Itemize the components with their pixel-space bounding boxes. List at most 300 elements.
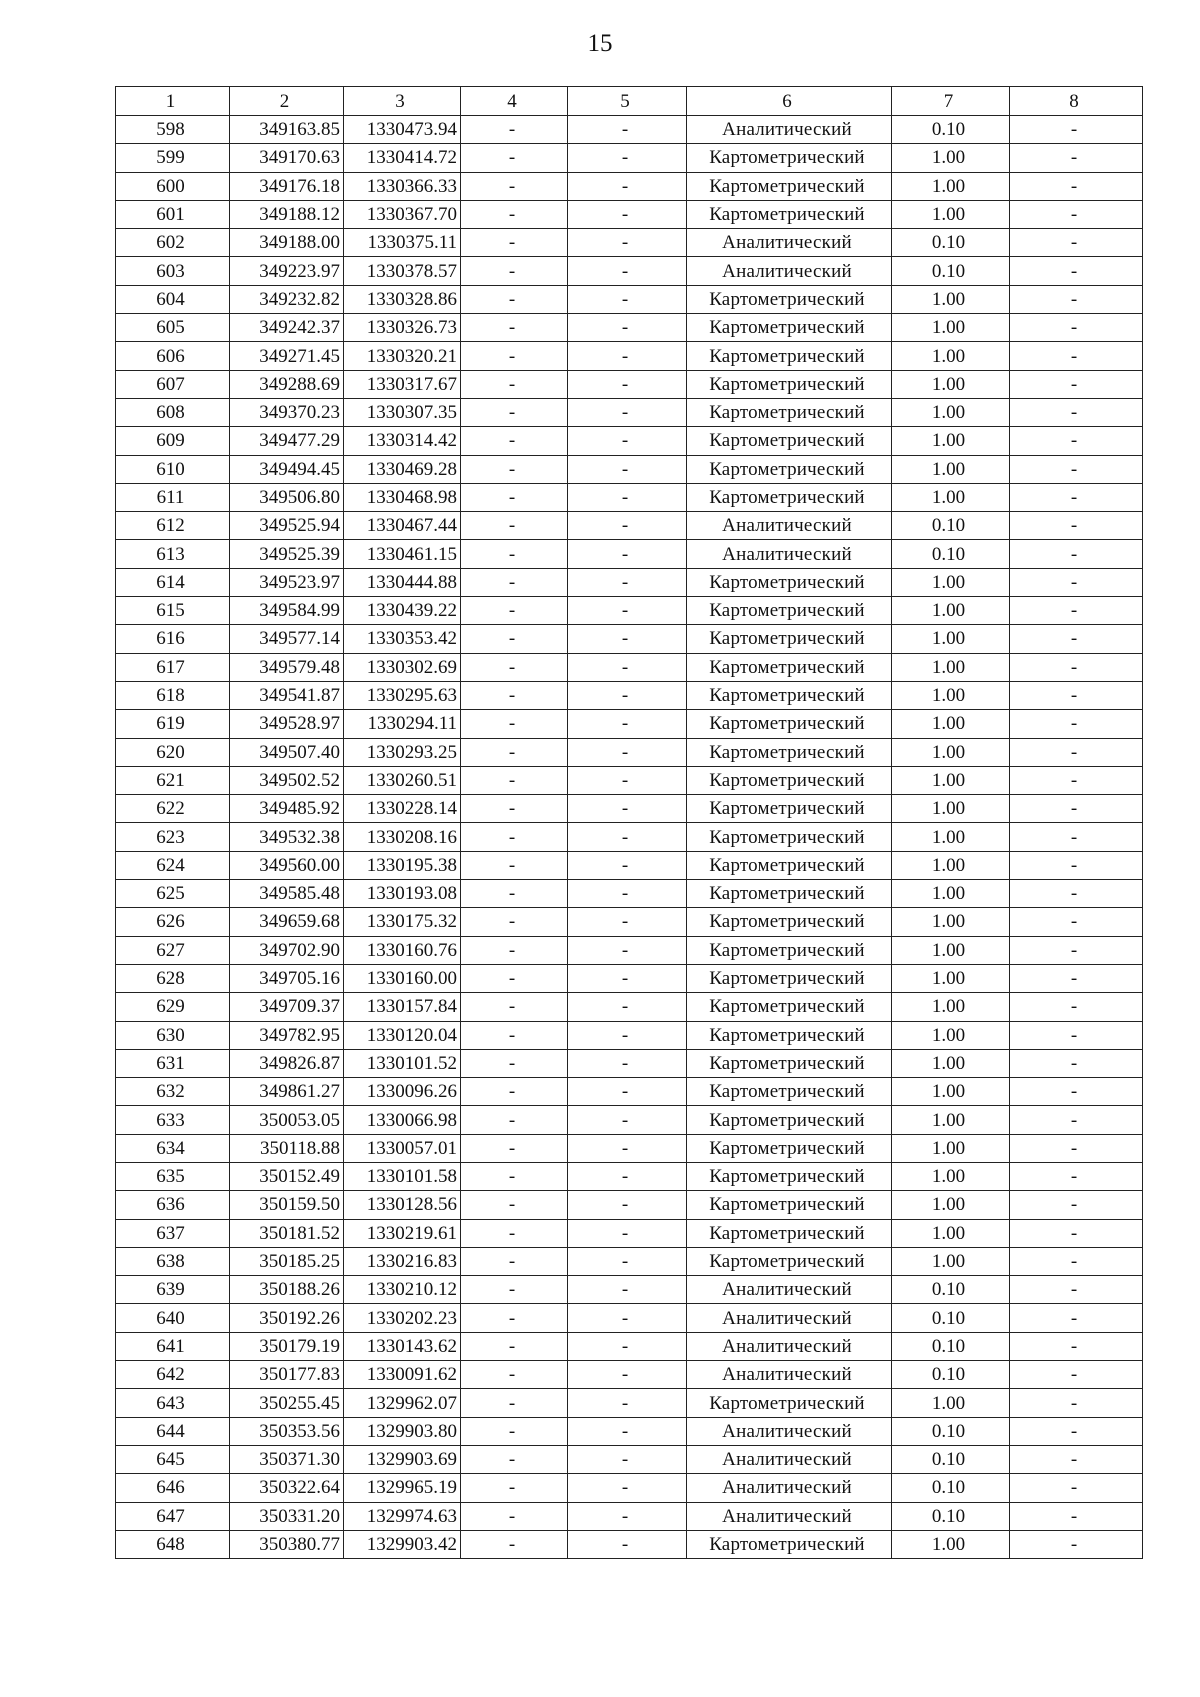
cell-point-number: 636 bbox=[116, 1191, 230, 1219]
cell-col4-value: - bbox=[461, 1134, 568, 1162]
cell-point-number: 605 bbox=[116, 314, 230, 342]
cell-col4-value: - bbox=[461, 823, 568, 851]
cell-method: Картометрический bbox=[687, 1530, 892, 1558]
cell-col4-value: - bbox=[461, 993, 568, 1021]
cell-point-number: 633 bbox=[116, 1106, 230, 1134]
cell-col4-value: - bbox=[461, 597, 568, 625]
cell-x-coordinate: 350159.50 bbox=[230, 1191, 344, 1219]
cell-col8-value: - bbox=[1010, 653, 1143, 681]
cell-col4-value: - bbox=[461, 851, 568, 879]
cell-col4-value: - bbox=[461, 200, 568, 228]
cell-y-coordinate: 1330293.25 bbox=[344, 738, 461, 766]
cell-accuracy: 1.00 bbox=[892, 653, 1010, 681]
cell-col8-value: - bbox=[1010, 342, 1143, 370]
cell-col4-value: - bbox=[461, 1162, 568, 1190]
cell-x-coordinate: 349705.16 bbox=[230, 964, 344, 992]
cell-x-coordinate: 349782.95 bbox=[230, 1021, 344, 1049]
cell-col4-value: - bbox=[461, 880, 568, 908]
cell-accuracy: 1.00 bbox=[892, 908, 1010, 936]
cell-col8-value: - bbox=[1010, 540, 1143, 568]
cell-accuracy: 1.00 bbox=[892, 625, 1010, 653]
table-row bbox=[116, 1417, 1143, 1445]
cell-col8-value: - bbox=[1010, 1219, 1143, 1247]
cell-y-coordinate: 1330295.63 bbox=[344, 681, 461, 709]
cell-col8-value: - bbox=[1010, 568, 1143, 596]
table-row bbox=[116, 1530, 1143, 1558]
cell-col4-value: - bbox=[461, 1417, 568, 1445]
cell-col8-value: - bbox=[1010, 795, 1143, 823]
cell-y-coordinate: 1330375.11 bbox=[344, 229, 461, 257]
cell-col8-value: - bbox=[1010, 455, 1143, 483]
cell-x-coordinate: 349188.12 bbox=[230, 200, 344, 228]
cell-accuracy: 1.00 bbox=[892, 568, 1010, 596]
table-row bbox=[116, 964, 1143, 992]
cell-y-coordinate: 1330294.11 bbox=[344, 710, 461, 738]
cell-point-number: 645 bbox=[116, 1445, 230, 1473]
cell-accuracy: 1.00 bbox=[892, 1162, 1010, 1190]
cell-point-number: 612 bbox=[116, 512, 230, 540]
cell-x-coordinate: 349525.39 bbox=[230, 540, 344, 568]
cell-y-coordinate: 1330461.15 bbox=[344, 540, 461, 568]
cell-method: Картометрический bbox=[687, 427, 892, 455]
cell-accuracy: 1.00 bbox=[892, 200, 1010, 228]
cell-point-number: 613 bbox=[116, 540, 230, 568]
cell-col5-value: - bbox=[568, 1474, 687, 1502]
cell-col8-value: - bbox=[1010, 314, 1143, 342]
cell-x-coordinate: 350192.26 bbox=[230, 1304, 344, 1332]
cell-x-coordinate: 349709.37 bbox=[230, 993, 344, 1021]
table-row bbox=[116, 823, 1143, 851]
cell-accuracy: 0.10 bbox=[892, 1361, 1010, 1389]
table-row bbox=[116, 314, 1143, 342]
table-body bbox=[116, 116, 1143, 1559]
cell-col5-value: - bbox=[568, 427, 687, 455]
table-row bbox=[116, 766, 1143, 794]
cell-point-number: 598 bbox=[116, 116, 230, 144]
cell-y-coordinate: 1330307.35 bbox=[344, 398, 461, 426]
cell-y-coordinate: 1330366.33 bbox=[344, 172, 461, 200]
cell-x-coordinate: 350179.19 bbox=[230, 1332, 344, 1360]
cell-point-number: 638 bbox=[116, 1247, 230, 1275]
cell-col5-value: - bbox=[568, 314, 687, 342]
table-row bbox=[116, 229, 1143, 257]
cell-accuracy: 1.00 bbox=[892, 710, 1010, 738]
cell-y-coordinate: 1330444.88 bbox=[344, 568, 461, 596]
table-row bbox=[116, 172, 1143, 200]
cell-col4-value: - bbox=[461, 738, 568, 766]
cell-col4-value: - bbox=[461, 1219, 568, 1247]
cell-y-coordinate: 1329965.19 bbox=[344, 1474, 461, 1502]
cell-y-coordinate: 1330195.38 bbox=[344, 851, 461, 879]
cell-accuracy: 1.00 bbox=[892, 172, 1010, 200]
cell-accuracy: 0.10 bbox=[892, 1276, 1010, 1304]
cell-col5-value: - bbox=[568, 540, 687, 568]
cell-x-coordinate: 350177.83 bbox=[230, 1361, 344, 1389]
cell-col5-value: - bbox=[568, 766, 687, 794]
cell-x-coordinate: 349523.97 bbox=[230, 568, 344, 596]
column-header-2: 2 bbox=[230, 87, 344, 116]
table-row bbox=[116, 512, 1143, 540]
cell-point-number: 647 bbox=[116, 1502, 230, 1530]
cell-accuracy: 1.00 bbox=[892, 285, 1010, 313]
table-row bbox=[116, 1445, 1143, 1473]
table-row bbox=[116, 1106, 1143, 1134]
cell-col5-value: - bbox=[568, 1530, 687, 1558]
header-row bbox=[116, 87, 1143, 116]
cell-col8-value: - bbox=[1010, 512, 1143, 540]
cell-x-coordinate: 349506.80 bbox=[230, 483, 344, 511]
cell-col8-value: - bbox=[1010, 1530, 1143, 1558]
table-row bbox=[116, 1162, 1143, 1190]
cell-col5-value: - bbox=[568, 964, 687, 992]
cell-method: Аналитический bbox=[687, 229, 892, 257]
cell-accuracy: 1.00 bbox=[892, 851, 1010, 879]
cell-y-coordinate: 1330328.86 bbox=[344, 285, 461, 313]
cell-col4-value: - bbox=[461, 229, 568, 257]
cell-col8-value: - bbox=[1010, 1247, 1143, 1275]
table-row bbox=[116, 1219, 1143, 1247]
cell-y-coordinate: 1330091.62 bbox=[344, 1361, 461, 1389]
cell-method: Картометрический bbox=[687, 1162, 892, 1190]
cell-col4-value: - bbox=[461, 427, 568, 455]
cell-col5-value: - bbox=[568, 1361, 687, 1389]
cell-method: Аналитический bbox=[687, 116, 892, 144]
cell-col5-value: - bbox=[568, 1332, 687, 1360]
cell-x-coordinate: 350185.25 bbox=[230, 1247, 344, 1275]
cell-method: Аналитический bbox=[687, 1417, 892, 1445]
table-row bbox=[116, 1332, 1143, 1360]
cell-x-coordinate: 350053.05 bbox=[230, 1106, 344, 1134]
cell-point-number: 627 bbox=[116, 936, 230, 964]
cell-method: Картометрический bbox=[687, 172, 892, 200]
cell-point-number: 601 bbox=[116, 200, 230, 228]
cell-col8-value: - bbox=[1010, 1078, 1143, 1106]
coordinates-table bbox=[115, 86, 1143, 1559]
cell-col5-value: - bbox=[568, 257, 687, 285]
cell-col8-value: - bbox=[1010, 908, 1143, 936]
cell-method: Картометрический bbox=[687, 766, 892, 794]
cell-col8-value: - bbox=[1010, 993, 1143, 1021]
cell-col5-value: - bbox=[568, 144, 687, 172]
cell-point-number: 632 bbox=[116, 1078, 230, 1106]
cell-accuracy: 0.10 bbox=[892, 116, 1010, 144]
table-row bbox=[116, 625, 1143, 653]
cell-col4-value: - bbox=[461, 172, 568, 200]
cell-accuracy: 1.00 bbox=[892, 1078, 1010, 1106]
table-row bbox=[116, 398, 1143, 426]
cell-col4-value: - bbox=[461, 795, 568, 823]
cell-col8-value: - bbox=[1010, 1106, 1143, 1134]
cell-y-coordinate: 1329962.07 bbox=[344, 1389, 461, 1417]
cell-point-number: 631 bbox=[116, 1049, 230, 1077]
cell-point-number: 604 bbox=[116, 285, 230, 313]
table-row bbox=[116, 597, 1143, 625]
cell-col8-value: - bbox=[1010, 1304, 1143, 1332]
cell-point-number: 642 bbox=[116, 1361, 230, 1389]
cell-col4-value: - bbox=[461, 1247, 568, 1275]
cell-col8-value: - bbox=[1010, 851, 1143, 879]
cell-col4-value: - bbox=[461, 1332, 568, 1360]
cell-point-number: 640 bbox=[116, 1304, 230, 1332]
cell-col5-value: - bbox=[568, 568, 687, 596]
cell-col4-value: - bbox=[461, 766, 568, 794]
cell-x-coordinate: 349585.48 bbox=[230, 880, 344, 908]
cell-method: Аналитический bbox=[687, 1474, 892, 1502]
cell-x-coordinate: 350181.52 bbox=[230, 1219, 344, 1247]
cell-x-coordinate: 349271.45 bbox=[230, 342, 344, 370]
cell-col5-value: - bbox=[568, 1078, 687, 1106]
cell-y-coordinate: 1330143.62 bbox=[344, 1332, 461, 1360]
cell-col4-value: - bbox=[461, 144, 568, 172]
cell-method: Аналитический bbox=[687, 540, 892, 568]
cell-accuracy: 1.00 bbox=[892, 823, 1010, 851]
cell-col8-value: - bbox=[1010, 1474, 1143, 1502]
table-row bbox=[116, 738, 1143, 766]
cell-method: Картометрический bbox=[687, 936, 892, 964]
cell-point-number: 646 bbox=[116, 1474, 230, 1502]
table-row bbox=[116, 1389, 1143, 1417]
cell-point-number: 626 bbox=[116, 908, 230, 936]
cell-col4-value: - bbox=[461, 681, 568, 709]
cell-y-coordinate: 1330157.84 bbox=[344, 993, 461, 1021]
cell-col4-value: - bbox=[461, 257, 568, 285]
cell-point-number: 609 bbox=[116, 427, 230, 455]
cell-accuracy: 1.00 bbox=[892, 1247, 1010, 1275]
cell-accuracy: 0.10 bbox=[892, 540, 1010, 568]
cell-col4-value: - bbox=[461, 1078, 568, 1106]
cell-col8-value: - bbox=[1010, 681, 1143, 709]
cell-method: Картометрический bbox=[687, 1049, 892, 1077]
cell-col4-value: - bbox=[461, 1106, 568, 1134]
cell-col8-value: - bbox=[1010, 766, 1143, 794]
cell-accuracy: 1.00 bbox=[892, 597, 1010, 625]
cell-accuracy: 0.10 bbox=[892, 1417, 1010, 1445]
cell-col4-value: - bbox=[461, 710, 568, 738]
cell-col4-value: - bbox=[461, 1276, 568, 1304]
cell-col8-value: - bbox=[1010, 1134, 1143, 1162]
table-row bbox=[116, 370, 1143, 398]
cell-accuracy: 1.00 bbox=[892, 455, 1010, 483]
table-row bbox=[116, 1304, 1143, 1332]
cell-y-coordinate: 1330367.70 bbox=[344, 200, 461, 228]
cell-col8-value: - bbox=[1010, 257, 1143, 285]
cell-method: Картометрический bbox=[687, 710, 892, 738]
cell-accuracy: 1.00 bbox=[892, 398, 1010, 426]
cell-accuracy: 1.00 bbox=[892, 427, 1010, 455]
cell-x-coordinate: 349560.00 bbox=[230, 851, 344, 879]
cell-y-coordinate: 1330066.98 bbox=[344, 1106, 461, 1134]
cell-point-number: 623 bbox=[116, 823, 230, 851]
cell-accuracy: 1.00 bbox=[892, 1134, 1010, 1162]
cell-y-coordinate: 1329974.63 bbox=[344, 1502, 461, 1530]
cell-x-coordinate: 349223.97 bbox=[230, 257, 344, 285]
cell-x-coordinate: 349579.48 bbox=[230, 653, 344, 681]
table-row bbox=[116, 342, 1143, 370]
cell-col5-value: - bbox=[568, 370, 687, 398]
cell-y-coordinate: 1329903.69 bbox=[344, 1445, 461, 1473]
cell-col5-value: - bbox=[568, 455, 687, 483]
table-row bbox=[116, 568, 1143, 596]
cell-point-number: 639 bbox=[116, 1276, 230, 1304]
cell-col8-value: - bbox=[1010, 116, 1143, 144]
cell-col4-value: - bbox=[461, 342, 568, 370]
cell-point-number: 629 bbox=[116, 993, 230, 1021]
cell-method: Картометрический bbox=[687, 1106, 892, 1134]
cell-y-coordinate: 1330160.76 bbox=[344, 936, 461, 964]
cell-col4-value: - bbox=[461, 964, 568, 992]
cell-x-coordinate: 349163.85 bbox=[230, 116, 344, 144]
cell-col5-value: - bbox=[568, 738, 687, 766]
cell-col8-value: - bbox=[1010, 880, 1143, 908]
cell-x-coordinate: 349577.14 bbox=[230, 625, 344, 653]
cell-y-coordinate: 1329903.42 bbox=[344, 1530, 461, 1558]
cell-col4-value: - bbox=[461, 314, 568, 342]
cell-col8-value: - bbox=[1010, 1191, 1143, 1219]
cell-point-number: 618 bbox=[116, 681, 230, 709]
cell-accuracy: 1.00 bbox=[892, 1219, 1010, 1247]
cell-col5-value: - bbox=[568, 908, 687, 936]
table-header bbox=[116, 87, 1143, 116]
cell-point-number: 643 bbox=[116, 1389, 230, 1417]
cell-col8-value: - bbox=[1010, 964, 1143, 992]
cell-col4-value: - bbox=[461, 455, 568, 483]
cell-col4-value: - bbox=[461, 625, 568, 653]
cell-point-number: 603 bbox=[116, 257, 230, 285]
cell-accuracy: 1.00 bbox=[892, 1530, 1010, 1558]
cell-y-coordinate: 1330219.61 bbox=[344, 1219, 461, 1247]
cell-accuracy: 1.00 bbox=[892, 1191, 1010, 1219]
cell-point-number: 606 bbox=[116, 342, 230, 370]
cell-accuracy: 1.00 bbox=[892, 342, 1010, 370]
cell-x-coordinate: 349528.97 bbox=[230, 710, 344, 738]
cell-col5-value: - bbox=[568, 229, 687, 257]
table-row bbox=[116, 285, 1143, 313]
cell-x-coordinate: 349288.69 bbox=[230, 370, 344, 398]
cell-col8-value: - bbox=[1010, 710, 1143, 738]
cell-method: Картометрический bbox=[687, 908, 892, 936]
cell-point-number: 641 bbox=[116, 1332, 230, 1360]
cell-y-coordinate: 1330378.57 bbox=[344, 257, 461, 285]
cell-method: Картометрический bbox=[687, 681, 892, 709]
cell-point-number: 615 bbox=[116, 597, 230, 625]
cell-method: Картометрический bbox=[687, 1078, 892, 1106]
cell-point-number: 625 bbox=[116, 880, 230, 908]
cell-col4-value: - bbox=[461, 512, 568, 540]
cell-x-coordinate: 349659.68 bbox=[230, 908, 344, 936]
cell-col8-value: - bbox=[1010, 1021, 1143, 1049]
table-row bbox=[116, 1502, 1143, 1530]
cell-y-coordinate: 1330193.08 bbox=[344, 880, 461, 908]
table-row bbox=[116, 851, 1143, 879]
cell-col4-value: - bbox=[461, 483, 568, 511]
cell-col4-value: - bbox=[461, 1304, 568, 1332]
cell-point-number: 600 bbox=[116, 172, 230, 200]
cell-col5-value: - bbox=[568, 1162, 687, 1190]
cell-col5-value: - bbox=[568, 1445, 687, 1473]
cell-point-number: 607 bbox=[116, 370, 230, 398]
cell-method: Картометрический bbox=[687, 653, 892, 681]
cell-col4-value: - bbox=[461, 936, 568, 964]
cell-col4-value: - bbox=[461, 1389, 568, 1417]
cell-y-coordinate: 1330326.73 bbox=[344, 314, 461, 342]
cell-y-coordinate: 1330101.58 bbox=[344, 1162, 461, 1190]
cell-y-coordinate: 1330128.56 bbox=[344, 1191, 461, 1219]
cell-method: Картометрический bbox=[687, 1191, 892, 1219]
cell-point-number: 621 bbox=[116, 766, 230, 794]
cell-col8-value: - bbox=[1010, 229, 1143, 257]
cell-col5-value: - bbox=[568, 625, 687, 653]
cell-y-coordinate: 1330120.04 bbox=[344, 1021, 461, 1049]
cell-col5-value: - bbox=[568, 512, 687, 540]
cell-accuracy: 0.10 bbox=[892, 1474, 1010, 1502]
cell-x-coordinate: 350188.26 bbox=[230, 1276, 344, 1304]
cell-col5-value: - bbox=[568, 1502, 687, 1530]
table-row bbox=[116, 455, 1143, 483]
cell-col5-value: - bbox=[568, 795, 687, 823]
cell-col5-value: - bbox=[568, 653, 687, 681]
page-number: 15 bbox=[587, 30, 613, 57]
cell-col8-value: - bbox=[1010, 370, 1143, 398]
cell-x-coordinate: 349188.00 bbox=[230, 229, 344, 257]
cell-accuracy: 1.00 bbox=[892, 1049, 1010, 1077]
cell-col5-value: - bbox=[568, 342, 687, 370]
cell-col5-value: - bbox=[568, 1417, 687, 1445]
cell-col4-value: - bbox=[461, 540, 568, 568]
cell-col4-value: - bbox=[461, 1502, 568, 1530]
cell-method: Картометрический bbox=[687, 370, 892, 398]
cell-col5-value: - bbox=[568, 936, 687, 964]
cell-method: Аналитический bbox=[687, 1332, 892, 1360]
cell-x-coordinate: 349232.82 bbox=[230, 285, 344, 313]
cell-col5-value: - bbox=[568, 1276, 687, 1304]
cell-method: Картометрический bbox=[687, 483, 892, 511]
table-row bbox=[116, 1474, 1143, 1502]
cell-y-coordinate: 1330208.16 bbox=[344, 823, 461, 851]
cell-point-number: 616 bbox=[116, 625, 230, 653]
cell-col4-value: - bbox=[461, 1361, 568, 1389]
cell-x-coordinate: 349242.37 bbox=[230, 314, 344, 342]
cell-x-coordinate: 349541.87 bbox=[230, 681, 344, 709]
cell-y-coordinate: 1330314.42 bbox=[344, 427, 461, 455]
cell-col8-value: - bbox=[1010, 738, 1143, 766]
cell-accuracy: 1.00 bbox=[892, 314, 1010, 342]
cell-y-coordinate: 1330228.14 bbox=[344, 795, 461, 823]
cell-accuracy: 1.00 bbox=[892, 1106, 1010, 1134]
cell-accuracy: 1.00 bbox=[892, 936, 1010, 964]
cell-point-number: 634 bbox=[116, 1134, 230, 1162]
cell-col8-value: - bbox=[1010, 398, 1143, 426]
cell-accuracy: 1.00 bbox=[892, 370, 1010, 398]
cell-x-coordinate: 349826.87 bbox=[230, 1049, 344, 1077]
cell-method: Картометрический bbox=[687, 1021, 892, 1049]
cell-x-coordinate: 349507.40 bbox=[230, 738, 344, 766]
cell-method: Картометрический bbox=[687, 285, 892, 313]
cell-method: Картометрический bbox=[687, 200, 892, 228]
cell-point-number: 610 bbox=[116, 455, 230, 483]
cell-point-number: 599 bbox=[116, 144, 230, 172]
table-row bbox=[116, 653, 1143, 681]
table-row bbox=[116, 1134, 1143, 1162]
cell-col5-value: - bbox=[568, 1191, 687, 1219]
cell-point-number: 617 bbox=[116, 653, 230, 681]
cell-point-number: 628 bbox=[116, 964, 230, 992]
cell-x-coordinate: 349861.27 bbox=[230, 1078, 344, 1106]
cell-y-coordinate: 1330353.42 bbox=[344, 625, 461, 653]
cell-method: Картометрический bbox=[687, 314, 892, 342]
cell-col8-value: - bbox=[1010, 200, 1143, 228]
cell-col5-value: - bbox=[568, 1021, 687, 1049]
table-row bbox=[116, 483, 1143, 511]
